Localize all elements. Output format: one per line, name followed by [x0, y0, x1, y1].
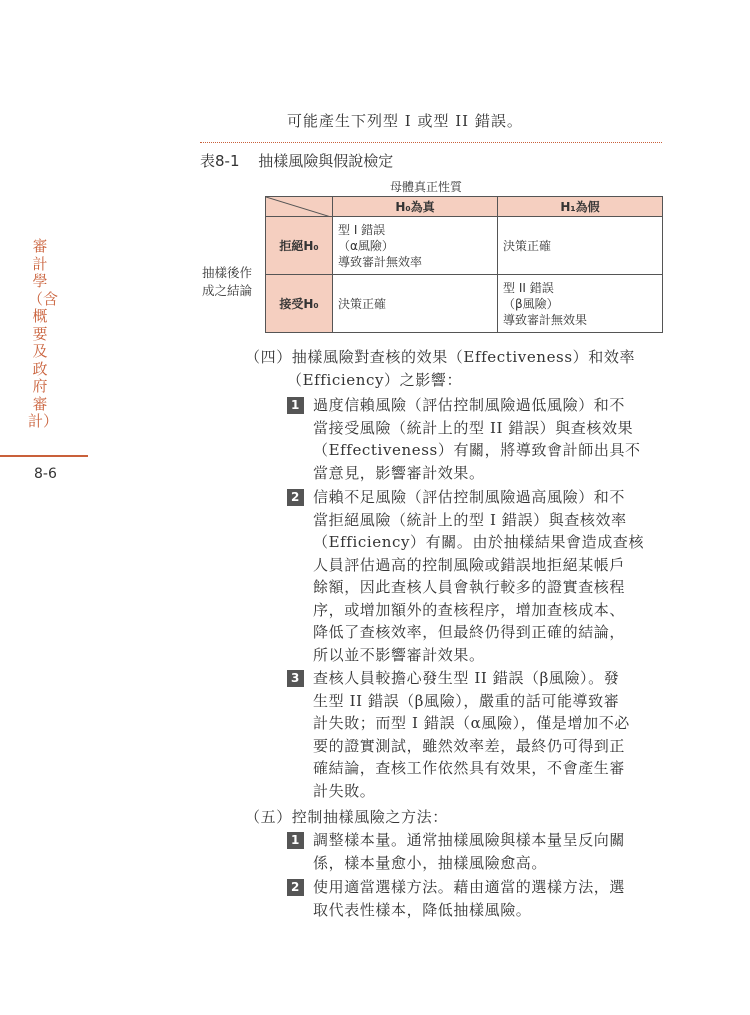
row-label-line: 成之結論 — [202, 283, 253, 298]
table-caption — [200, 150, 393, 171]
list-item: 1 調整樣本量。通常抽樣風險與樣本量呈反向關 係，樣本量愈小，抽樣風險愈高。 — [287, 829, 667, 874]
section-5-title: （五）控制抽樣風險之方法： — [245, 808, 448, 826]
row-label-line: 抽樣後作 — [202, 265, 253, 280]
side-book-title: 審計學（含概要及政府審計） — [28, 237, 59, 430]
table-corner-cell — [266, 197, 333, 217]
cell-correct-decision: 決策正確 — [498, 217, 663, 275]
list-item: 2 信賴不足風險（評估控制風險過高風險）和不 當拒絕風險（統計上的型 I 錯誤）與查核效率 （Efficiency）有關。由於抽樣結果會造成查核 人員評估過高的控制風險或錯誤地拒絕某帳戶 餘額，因此查核人員會執行較多的證實查核程 序，或增加額外的查核程序，增加查核成本、 降低了查核效率，但最終仍得到正確的結論， 所以並不影響審計效果。 — [287, 486, 667, 666]
cell-type2-error: 型 II 錯誤 （β風險） 導致審計無效果 — [498, 275, 663, 333]
section-4-title: （四）抽樣風險對查核的效果（Effectiveness）和效率 （Efficiency）之影響： — [245, 348, 636, 389]
row-header-reject: 拒絕H₀ — [266, 217, 333, 275]
table-top-header: 母體真正性質 — [390, 180, 463, 194]
col-header-h1-false: H₁為假 — [498, 197, 663, 217]
col-header-h0-true: H₀為真 — [333, 197, 498, 217]
page-number: 8-6 — [34, 466, 57, 482]
cell-correct-decision: 決策正確 — [333, 275, 498, 333]
item-number-badge: 3 — [287, 670, 304, 687]
table-caption-title: 抽樣風險與假說檢定 — [258, 152, 394, 170]
row-header-accept: 接受H₀ — [266, 275, 333, 333]
side-divider — [0, 455, 88, 457]
item-number-badge: 1 — [287, 397, 304, 414]
list-item: 3 查核人員較擔心發生型 II 錯誤（β風險）。發 生型 II 錯誤（β風險），嚴重的話可能導致審 計失敗；而型 I 錯誤（α風險），僅是增加不必 要的證實測試，雖然效率差，最終仍可得到正 確結論，查核工作依然具有效果，不會產生審 計失敗。 — [287, 667, 667, 802]
table-row-label — [202, 264, 252, 300]
item-number-badge: 2 — [287, 879, 304, 896]
intro-line: 可能產生下列型 I 或型 II 錯誤。 — [287, 112, 523, 130]
item-number-badge: 1 — [287, 832, 304, 849]
dotted-divider — [200, 142, 662, 143]
list-item: 1 過度信賴風險（評估控制風險過低風險）和不 當接受風險（統計上的型 II 錯誤）與查核效果 （Effectiveness）有關，將導致會計師出具不 當意見，影響審計效果。 — [287, 394, 667, 484]
item-number-badge: 2 — [287, 489, 304, 506]
cell-type1-error: 型 I 錯誤 （α風險） 導致審計無效率 — [333, 217, 498, 275]
list-item: 2 使用適當選樣方法。藉由適當的選樣方法，選 取代表性樣本，降低抽樣風險。 — [287, 876, 667, 921]
table-caption-number: 表8-1 — [200, 152, 240, 170]
corner-diagonal — [266, 197, 331, 217]
hypothesis-table — [265, 196, 663, 333]
